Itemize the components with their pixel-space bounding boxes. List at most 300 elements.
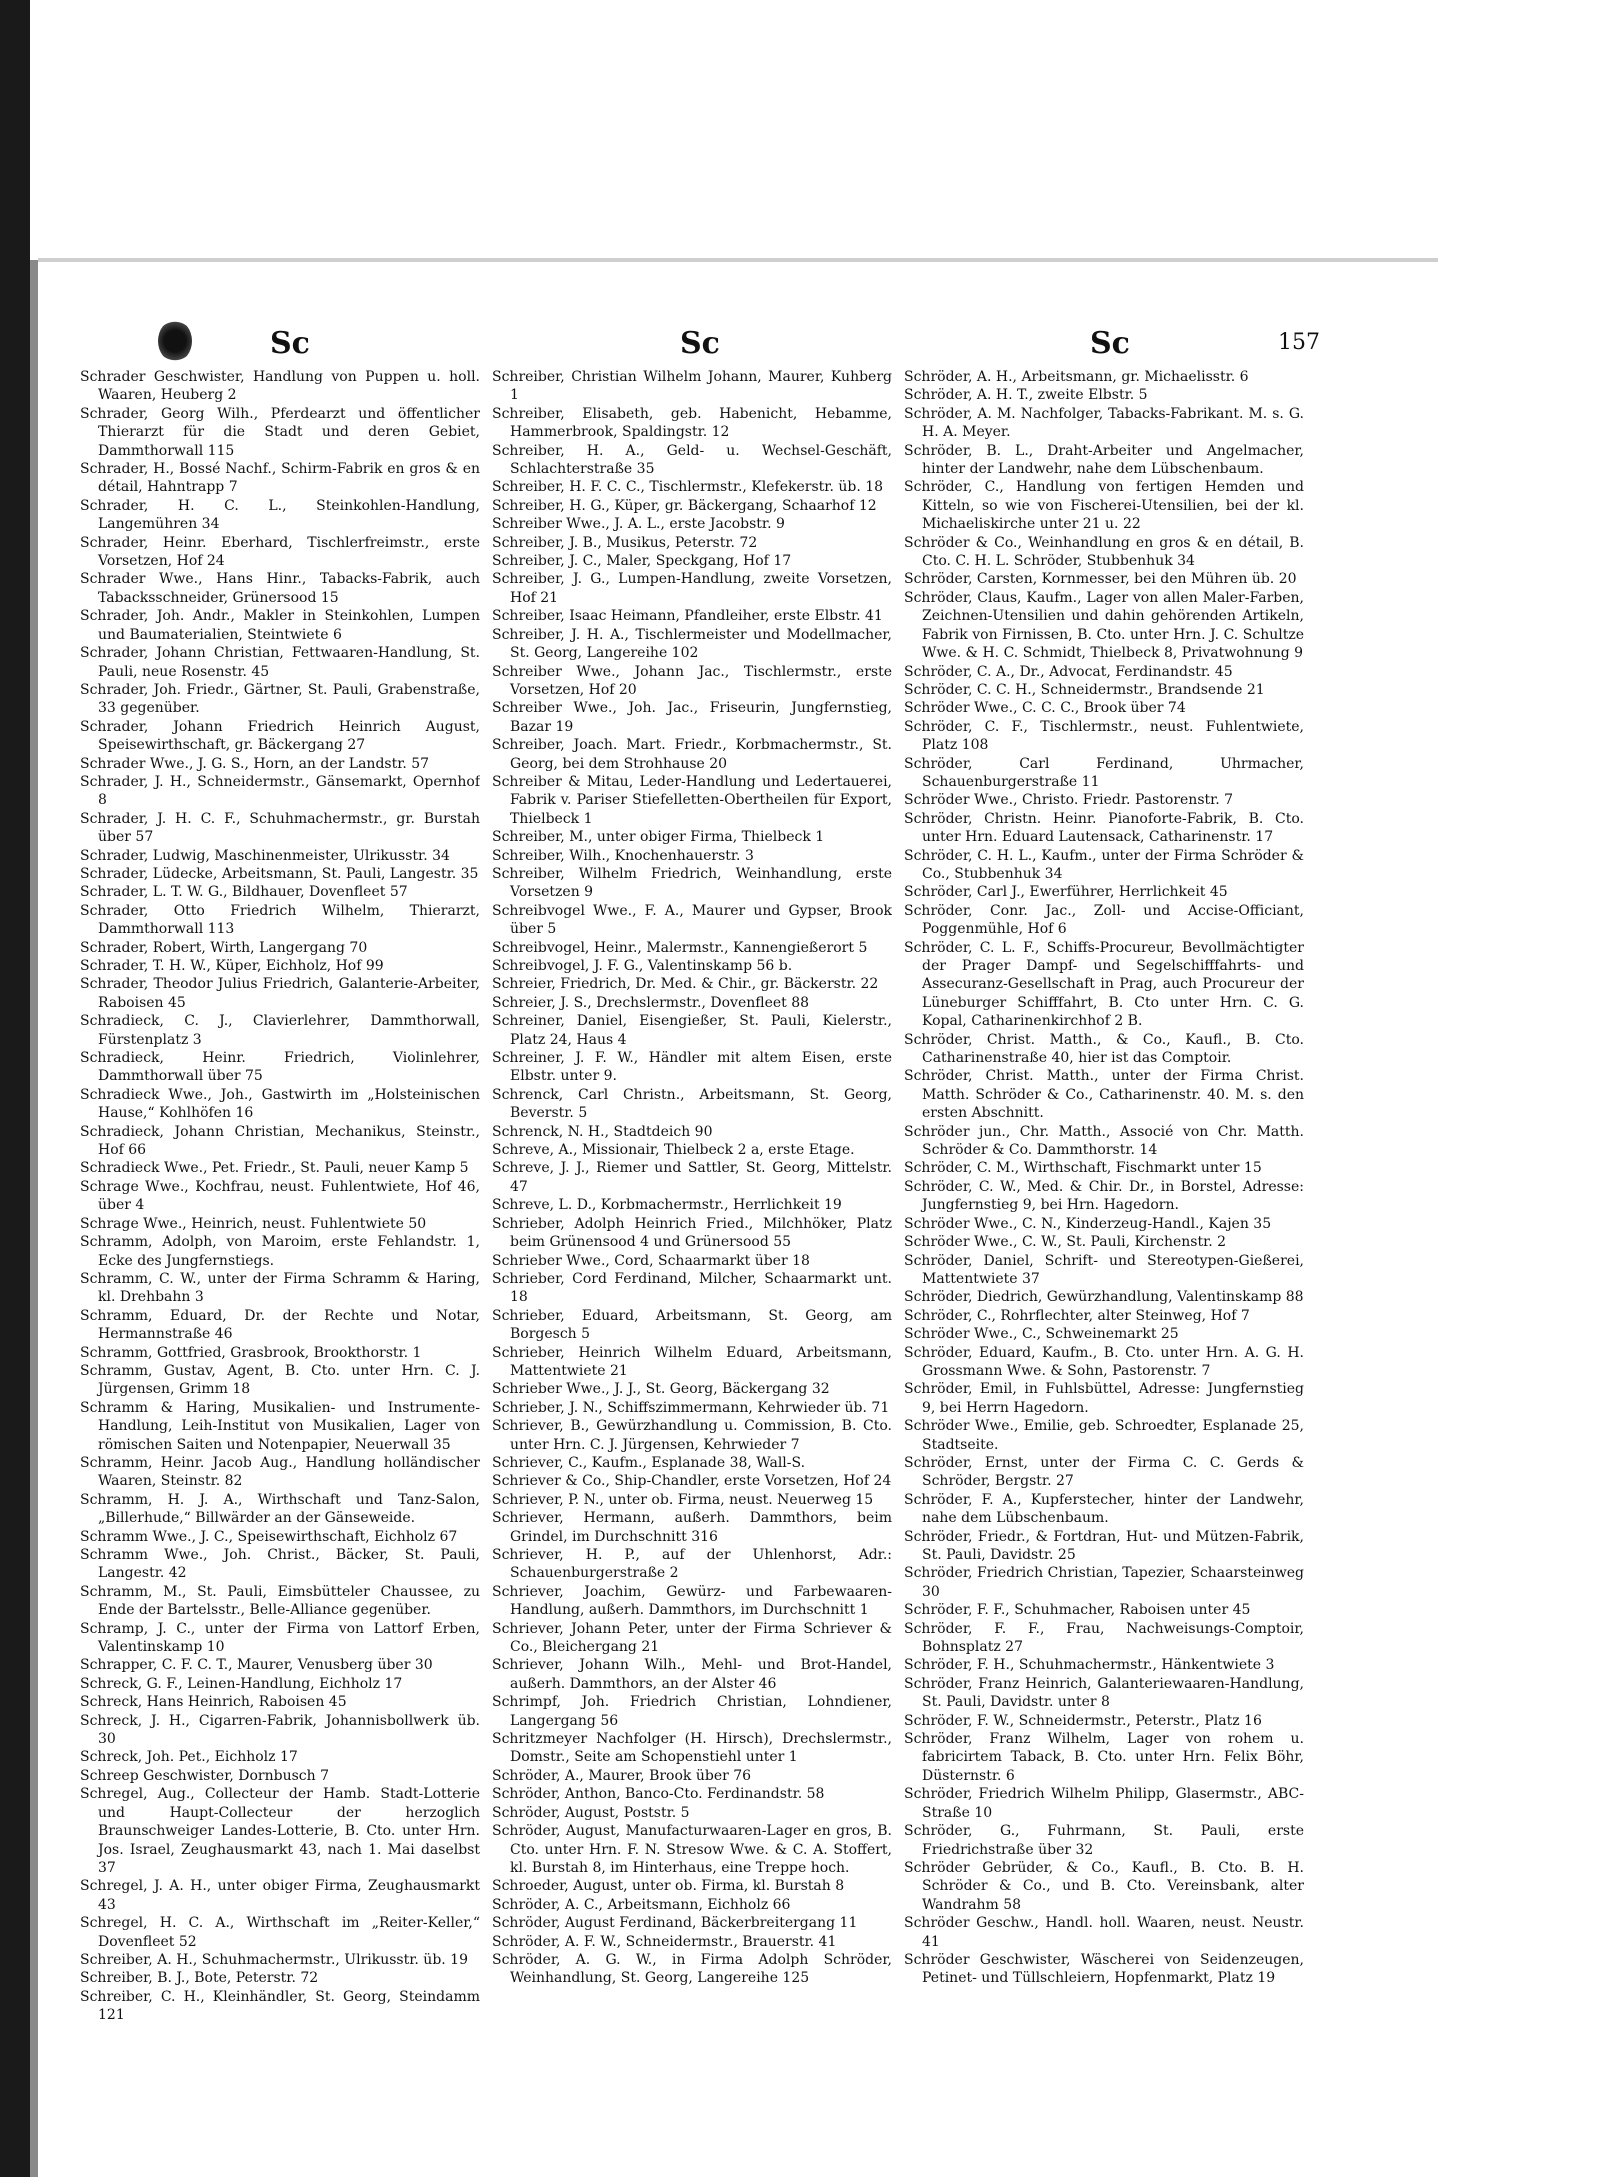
entry-text: Schroeder, August, unter ob. Firma, kl. Burstah 8	[492, 1878, 845, 1895]
entry-text: Schreier, Friedrich, Dr. Med. & Chir., gr. Bäckerstr. 22	[492, 976, 879, 993]
entry-text: Schreiner, J. F. W., Händler mit altem Eisen, erste Elbstr. unter 9.	[492, 1050, 892, 1085]
entry-text: Schreibvogel Wwe., F. A., Maurer und Gypser, Brook über 5	[492, 902, 892, 938]
entry-text: Schramm Wwe., Joh. Christ., Bäcker, St. Pauli, Langestr. 42	[80, 1547, 480, 1582]
directory-entry	[80, 1748, 480, 1766]
directory-entry	[904, 681, 1304, 699]
entry-text: Schramm, C. W., unter der Firma Schramm & Haring, kl. Drehbahn 3	[80, 1270, 480, 1306]
directory-entry	[904, 699, 1304, 717]
directory-entry	[80, 957, 480, 975]
column-1	[80, 368, 480, 2108]
directory-entry	[492, 1785, 892, 1803]
entry-text: Schrage Wwe., Heinrich, neust. Fuhlentwiete 50	[80, 1215, 427, 1232]
directory-entry	[904, 1675, 1304, 1712]
directory-entry	[904, 1454, 1304, 1491]
entry-text: Schriever, Johann Peter, unter der Firma Schriever & Co., Bleichergang 21	[492, 1620, 892, 1656]
directory-entry	[492, 736, 892, 773]
directory-entry	[904, 847, 1304, 884]
entry-text: Schrenck, N. H., Stadtdeich 90	[492, 1123, 713, 1140]
entry-text: Schreiber, Wilhelm Friedrich, Weinhandlung, erste Vorsetzen 9	[492, 865, 892, 901]
entry-text: Schröder, Diedrich, Gewürzhandlung, Valentinskamp 88	[904, 1289, 1304, 1306]
directory-entry	[904, 1288, 1304, 1306]
directory-entry	[904, 1822, 1304, 1859]
directory-entry	[80, 1399, 480, 1454]
directory-entry	[80, 570, 480, 607]
entry-text: Schrader, L. T. W. G., Bildhauer, Dovenfleet 57	[80, 884, 408, 901]
entry-text: Schriever, B., Gewürzhandlung u. Commission, B. Cto. unter Hrn. C. J. Jürgensen, Kehrwieder 7	[492, 1418, 892, 1453]
directory-entry	[492, 994, 892, 1012]
directory-entry	[904, 1233, 1304, 1251]
entry-text: Schröder Wwe., C. C. C., Brook über 74	[904, 700, 1186, 717]
entry-text: Schrieber, J. N., Schiffszimmermann, Kehrwieder üb. 71	[492, 1399, 890, 1416]
directory-entry	[492, 368, 892, 405]
entry-text: Schrapper, C. F. C. T., Maurer, Venusberg über 30	[80, 1657, 433, 1674]
entry-text: Schreibvogel, J. F. G., Valentinskamp 56 b.	[492, 958, 793, 974]
entry-text: Schröder, Emil, in Fuhlsbüttel, Adresse: Jungfernstieg 9, bei Herrn Hagedorn.	[904, 1381, 1304, 1416]
directory-entry	[492, 1307, 892, 1344]
directory-entry	[492, 1877, 892, 1895]
directory-entry	[492, 1509, 892, 1546]
entry-text: Schregel, H. C. A., Wirthschaft im „Reiter-Keller,“ Dovenfleet 52	[80, 1915, 480, 1950]
entry-text: Schrader, H. C. L., Steinkohlen-Handlung, Langemühren 34	[80, 497, 480, 533]
entry-text: Schröder, Ernst, unter der Firma C. C. Gerds & Schröder, Bergstr. 27	[904, 1454, 1304, 1490]
entry-text: Schröder jun., Chr. Matth., Associé von Chr. Matth. Schröder & Co. Dammthorstr. 14	[904, 1123, 1304, 1159]
entry-text: Schrimpf, Joh. Friedrich Christian, Lohndiener, Langergang 56	[492, 1694, 892, 1729]
entry-text: Schröder Gebrüder, & Co., Kaufl., B. Cto. B. H. Schröder & Co., und B. Cto. Vereinsbank, alter Wandrahm 58	[904, 1859, 1304, 1913]
directory-entry	[904, 1178, 1304, 1215]
entry-text: Schreiber, A. H., Schuhmachermstr., Ulrikusstr. üb. 19	[80, 1951, 468, 1968]
directory-entry	[80, 1270, 480, 1307]
directory-entry	[904, 791, 1304, 809]
entry-text: Schröder Wwe., C. N., Kinderzeug-Handl., Kajen 35	[904, 1215, 1272, 1232]
directory-entry	[80, 883, 480, 901]
entry-text: Schramm, Heinr. Jacob Aug., Handlung holländischer Waaren, Steinstr. 82	[80, 1454, 480, 1490]
directory-entry	[904, 939, 1304, 1031]
entry-text: Schreier, J. S., Drechslermstr., Dovenfleet 88	[492, 994, 810, 1011]
directory-entry	[492, 1012, 892, 1049]
entry-text: Schrader, Joh. Andr., Makler in Steinkohlen, Lumpen und Baumaterialien, Steintwiete 6	[80, 608, 480, 643]
directory-entry	[80, 865, 480, 883]
entry-text: Schröder, F. F., Frau, Nachweisungs-Comptoir, Bohnsplatz 27	[904, 1620, 1304, 1656]
entry-text: Schreiber & Mitau, Leder-Handlung und Ledertauerei, Fabrik v. Pariser Stiefelletten-Obertheilen für Export, Thielbeck 1	[492, 773, 892, 827]
directory-entry	[80, 1344, 480, 1362]
entry-text: Schröder, Daniel, Schrift- und Stereotypen-Gießerei, Mattentwiete 37	[904, 1252, 1304, 1287]
entry-text: Schramm, Adolph, von Maroim, erste Fehlandstr. 1, Ecke des Jungfernstiegs.	[80, 1234, 480, 1269]
entry-text: Schröder, C. W., Med. & Chir. Dr., in Borstel, Adresse: Jungfernstieg 9, bei Hrn. Hagedorn.	[904, 1178, 1304, 1214]
entry-text: Schrieber Wwe., Cord, Schaarmarkt über 18	[492, 1252, 810, 1269]
entry-text: Schrader, Johann Christian, Fettwaaren-Handlung, St. Pauli, neue Rosenstr. 45	[80, 645, 480, 680]
entry-text: Schradieck Wwe., Joh., Gastwirth im „Holsteinischen Hause,“ Kohlhöfen 16	[80, 1086, 480, 1122]
entry-text: Schramm & Haring, Musikalien- und Instrumente-Handlung, Leih-Institut von Musikalien, Lager von römischen Saiten und Notenpapier, Neuerwall 35	[80, 1399, 480, 1453]
directory-entry	[904, 1307, 1304, 1325]
entry-text: Schreiber, B. J., Bote, Peterstr. 72	[80, 1970, 319, 1987]
entry-text: Schröder, Christn. Heinr. Pianoforte-Fabrik, B. Cto. unter Hrn. Eduard Lautensack, Catharinenstr. 17	[904, 810, 1304, 846]
directory-entry	[492, 1804, 892, 1822]
entry-text: Schröder, Conr. Jac., Zoll- und Accise-Officiant, Poggenmühle, Hof 6	[904, 902, 1304, 938]
entry-text: Schrader, Joh. Friedr., Gärtner, St. Pauli, Grabenstraße, 33 gegenüber.	[80, 681, 480, 717]
directory-entry	[904, 883, 1304, 901]
directory-entry	[904, 1325, 1304, 1343]
entry-text: Schröder, August, Poststr. 5	[492, 1804, 690, 1821]
entry-text: Schreck, G. F., Leinen-Handlung, Eichholz 17	[80, 1675, 403, 1692]
entry-text: Schreiber Wwe., Joh. Jac., Friseurin, Jungfernstieg, Bazar 19	[492, 700, 892, 735]
directory-entry	[492, 773, 892, 828]
directory-entry	[80, 1988, 480, 2025]
directory-entry	[80, 534, 480, 571]
entry-text: Schreiner, Daniel, Eisengießer, St. Pauli, Kielerstr., Platz 24, Haus 4	[492, 1013, 892, 1048]
entry-text: Schröder, F. F., Schuhmacher, Raboisen unter 45	[904, 1602, 1251, 1619]
directory-entry	[492, 847, 892, 865]
entry-text: Schröder, C. H. L., Kaufm., unter der Firma Schröder & Co., Stubbenhuk 34	[904, 847, 1304, 882]
directory-entry	[492, 1380, 892, 1398]
scan-border-left	[0, 0, 30, 2177]
directory-entry	[80, 405, 480, 460]
directory-entry	[80, 1767, 480, 1785]
entry-text: Schrader, T. H. W., Küper, Eichholz, Hof 99	[80, 958, 384, 974]
entry-text: Schröder, C. F., Tischlermstr., neust. Fuhlentwiete, Platz 108	[904, 718, 1304, 754]
directory-entry	[492, 1822, 892, 1877]
directory-entry	[904, 1417, 1304, 1454]
entry-text: Schrader Geschwister, Handlung von Puppen u. holl. Waaren, Heuberg 2	[80, 369, 480, 404]
entry-text: Schreiber, H. F. C. C., Tischlermstr., Klefekerstr. üb. 18	[492, 479, 884, 496]
directory-entry	[904, 718, 1304, 755]
directory-entry	[904, 1380, 1304, 1417]
entry-text: Schreck, Joh. Pet., Eichholz 17	[80, 1749, 298, 1766]
directory-entry	[492, 1933, 892, 1951]
entry-text: Schreve, J. J., Riemer und Sattler, St. Georg, Mittelstr. 47	[492, 1160, 892, 1195]
page-header	[80, 326, 1320, 366]
entry-text: Schrieber, Cord Ferdinand, Milcher, Schaarmarkt unt. 18	[492, 1270, 892, 1306]
directory-entry	[904, 1215, 1304, 1233]
directory-entry	[80, 644, 480, 681]
directory-entry	[492, 626, 892, 663]
directory-entry	[80, 1528, 480, 1546]
directory-entry	[492, 663, 892, 700]
entry-text: Schreiber, C. H., Kleinhändler, St. Georg, Steindamm 121	[80, 1988, 480, 2024]
directory-entry	[492, 1270, 892, 1307]
directory-entry	[904, 442, 1304, 479]
entry-text: Schröder Geschwister, Wäscherei von Seidenzeugen, Petinet- und Tüllschleiern, Hopfenmarkt, Platz 19	[904, 1951, 1304, 1987]
directory-entry	[80, 1914, 480, 1951]
entry-text: Schrader, H., Bossé Nachf., Schirm-Fabrik en gros & en détail, Hahntrapp 7	[80, 461, 480, 496]
entry-text: Schreiber, J. H. A., Tischlermeister und Modellmacher, St. Georg, Langereihe 102	[492, 626, 892, 662]
entry-text: Schreiber, Joach. Mart. Friedr., Korbmachermstr., St. Georg, bei dem Strohhause 20	[492, 737, 892, 772]
entry-text: Schröder, Friedr., & Fortdran, Hut- und Mützen-Fabrik, St. Pauli, Davidstr. 25	[904, 1528, 1304, 1563]
directory-entry	[904, 478, 1304, 533]
entry-text: Schreiber, Christian Wilhelm Johann, Maurer, Kuhberg 1	[492, 369, 892, 404]
entry-text: Schröder Wwe., C., Schweinemarkt 25	[904, 1326, 1179, 1343]
directory-entry	[492, 975, 892, 993]
entry-text: Schröder & Co., Weinhandlung en gros & en détail, B. Cto. C. H. L. Schröder, Stubbenhuk 34	[904, 534, 1304, 570]
directory-entry	[80, 497, 480, 534]
directory-entry	[80, 847, 480, 865]
entry-text: Schreiber Wwe., J. A. L., erste Jacobstr. 9	[492, 516, 785, 533]
entry-text: Schröder, B. L., Draht-Arbeiter und Angelmacher, hinter der Landwehr, nahe dem Lübschenbaum.	[904, 442, 1304, 478]
directory-entry	[492, 1159, 892, 1196]
entry-text: Schröder, G., Fuhrmann, St. Pauli, erste Friedrichstraße über 32	[904, 1823, 1304, 1858]
directory-entry	[80, 1583, 480, 1620]
directory-entry	[904, 902, 1304, 939]
directory-entry	[80, 460, 480, 497]
entry-text: Schradieck Wwe., Pet. Friedr., St. Pauli, neuer Kamp 5	[80, 1160, 469, 1177]
entry-text: Schrenck, Carl Christn., Arbeitsmann, St. Georg, Beverstr. 5	[492, 1086, 892, 1122]
directory-entry	[492, 1417, 892, 1454]
entry-text: Schröder, Christ. Matth., & Co., Kaufl., B. Cto. Catharinenstraße 40, hier ist das Comptoir.	[904, 1031, 1304, 1067]
directory-entry	[492, 1491, 892, 1509]
entry-text: Schröder, A. G. W., in Firma Adolph Schröder, Weinhandlung, St. Georg, Langereihe 125	[492, 1951, 892, 1987]
entry-text: Schriever, H. P., auf der Uhlenhorst, Adr.: Schauenburgerstraße 2	[492, 1547, 892, 1582]
entry-text: Schrader, Heinr. Eberhard, Tischlerfreimstr., erste Vorsetzen, Hof 24	[80, 534, 480, 570]
entry-text: Schrader, J. H. C. F., Schuhmachermstr., gr. Burstah über 57	[80, 810, 480, 846]
page-number: 157	[1278, 330, 1320, 355]
directory-entry	[80, 1951, 480, 1969]
entry-text: Schreiber, J. G., Lumpen-Handlung, zweite Vorsetzen, Hof 21	[492, 571, 892, 606]
entry-text: Schrader, Theodor Julius Friedrich, Galanterie-Arbeiter, Raboisen 45	[80, 976, 480, 1011]
entry-text: Schradieck, C. J., Clavierlehrer, Dammthorwall, Fürstenplatz 3	[80, 1013, 480, 1048]
directory-entry	[492, 1454, 892, 1472]
entry-text: Schröder, Friedrich Christian, Tapezier, Schaarsteinweg 30	[904, 1565, 1304, 1600]
directory-entry	[492, 534, 892, 552]
directory-entry	[492, 1620, 892, 1657]
directory-entry	[904, 1491, 1304, 1528]
directory-entry	[80, 1362, 480, 1399]
entry-text: Schrieber, Eduard, Arbeitsmann, St. Georg, am Borgesch 5	[492, 1307, 892, 1343]
entry-text: Schröder Wwe., Christo. Friedr. Pastorenstr. 7	[904, 792, 1234, 809]
directory-entry	[492, 939, 892, 957]
entry-text: Schramm, Gustav, Agent, B. Cto. unter Hrn. C. J. Jürgensen, Grimm 18	[80, 1362, 480, 1398]
entry-text: Schrader, Robert, Wirth, Langergang 70	[80, 939, 368, 956]
entry-text: Schreibvogel, Heinr., Malermstr., Kannengießerort 5	[492, 939, 868, 956]
directory-entry	[80, 773, 480, 810]
directory-entry	[80, 607, 480, 644]
entry-text: Schröder, Carsten, Kornmesser, bei den Mühren üb. 20	[904, 571, 1297, 588]
column-1-heading: Sc	[270, 326, 310, 361]
entry-text: Schriever, Hermann, außerh. Dammthors, beim Grindel, im Durchschnitt 316	[492, 1510, 892, 1545]
directory-entry	[80, 902, 480, 939]
entry-text: Schrage Wwe., Kochfrau, neust. Fuhlentwiete, Hof 46, über 4	[80, 1178, 480, 1214]
column-3-heading: Sc	[1090, 326, 1130, 361]
entry-text: Schröder, A. C., Arbeitsmann, Eichholz 66	[492, 1896, 791, 1913]
entry-text: Schreiber, H. A., Geld- u. Wechsel-Geschäft, Schlachterstraße 35	[492, 442, 892, 478]
directory-entry	[904, 755, 1304, 792]
directory-entry	[80, 1215, 480, 1233]
directory-entry	[80, 1491, 480, 1528]
directory-entry	[492, 1086, 892, 1123]
entry-text: Schröder Wwe., C. W., St. Pauli, Kirchenstr. 2	[904, 1234, 1227, 1251]
entry-text: Schreiber, M., unter obiger Firma, Thielbeck 1	[492, 829, 825, 846]
directory-entry	[492, 1215, 892, 1252]
entry-text: Schröder, C. M., Wirthschaft, Fischmarkt unter 15	[904, 1160, 1262, 1177]
directory-entry	[904, 386, 1304, 404]
directory-entry	[904, 1730, 1304, 1785]
directory-entry	[492, 1896, 892, 1914]
directory-entry	[80, 1969, 480, 1987]
entry-text: Schramm, H. J. A., Wirthschaft und Tanz-Salon, „Billerhude,“ Billwärder an der Gänseweide.	[80, 1491, 480, 1527]
directory-entry	[492, 570, 892, 607]
directory-entry	[492, 1914, 892, 1932]
entry-text: Schreiber Wwe., Johann Jac., Tischlermstr., erste Vorsetzen, Hof 20	[492, 663, 892, 698]
entry-text: Schradieck, Johann Christian, Mechanikus, Steinstr., Hof 66	[80, 1123, 480, 1159]
directory-entry	[80, 718, 480, 755]
entry-text: Schrader Wwe., J. G. S., Horn, an der Landstr. 57	[80, 755, 430, 772]
entry-text: Schröder, Franz Wilhelm, Lager von rohem u. fabricirtem Taback, B. Cto. unter Hrn. Felix Böhr, Düsternstr. 6	[904, 1731, 1304, 1784]
entry-text: Schreiber, Isaac Heimann, Pfandleiher, erste Elbstr. 41	[492, 608, 883, 625]
entry-text: Schröder, A. H. T., zweite Elbstr. 5	[904, 387, 1148, 404]
directory-entry	[492, 1693, 892, 1730]
entry-text: Schritzmeyer Nachfolger (H. Hirsch), Drechslermstr., Domstr., Seite am Schopenstiehl unter 1	[492, 1731, 892, 1766]
entry-text: Schriever, Joachim, Gewürz- und Farbewaaren-Handlung, außerh. Dammthors, im Durchschnitt 1	[492, 1583, 892, 1619]
directory-entry	[492, 1767, 892, 1785]
directory-entry	[80, 1785, 480, 1877]
directory-entry	[492, 902, 892, 939]
directory-entry	[904, 405, 1304, 442]
entry-text: Schriever, C., Kaufm., Esplanade 38, Wall-S.	[492, 1454, 806, 1471]
entry-text: Schriever, P. N., unter ob. Firma, neust. Neuerweg 15	[492, 1491, 874, 1508]
entry-text: Schregel, Aug., Collecteur der Hamb. Stadt-Lotterie und Haupt-Collecteur der herzoglich Braunschweiger Landes-Lotterie, B. Cto. unter Hrn. Jos. Israel, Zeughausmarkt 43, nach 1. Mai daselbst 37	[80, 1786, 480, 1876]
entry-text: Schriever, Johann Wilh., Mehl- und Brot-Handel, außerh. Dammthors, an der Alster 46	[492, 1657, 892, 1692]
directory-entry	[904, 1528, 1304, 1565]
directory-entry	[492, 607, 892, 625]
directory-entry	[904, 368, 1304, 386]
column-3	[904, 368, 1304, 2108]
directory-entry	[492, 442, 892, 479]
directory-entry	[492, 478, 892, 496]
directory-entry	[492, 1546, 892, 1583]
directory-entry	[492, 1399, 892, 1417]
directory-entry	[904, 589, 1304, 663]
directory-entry	[492, 957, 892, 975]
directory-entry	[80, 1178, 480, 1215]
directory-entry	[80, 1620, 480, 1657]
entry-text: Schröder, A. M. Nachfolger, Tabacks-Fabrikant. M. s. G. H. A. Meyer.	[904, 405, 1304, 441]
entry-text: Schröder, C. C. H., Schneidermstr., Brandsende 21	[904, 681, 1265, 698]
directory-entry	[80, 1123, 480, 1160]
entry-text: Schröder, Friedrich Wilhelm Philipp, Glasermstr., ABC-Straße 10	[904, 1786, 1304, 1821]
entry-text: Schröder, Claus, Kaufm., Lager von allen Maler-Farben, Zeichnen-Utensilien und dahin gehörenden Artikeln, Fabrik von Firnissen, B. Cto. unter Hrn. J. C. Schultze Wwe. & H. C. Schmidt, Thielbeck 8, Privatwohnung 9	[904, 589, 1304, 662]
column-2-heading: Sc	[680, 326, 720, 361]
directory-entry	[80, 1233, 480, 1270]
directory-entry	[492, 552, 892, 570]
directory-entry	[80, 681, 480, 718]
entry-text: Schreiber, J. B., Musikus, Peterstr. 72	[492, 534, 758, 551]
directory-entry	[904, 1620, 1304, 1657]
directory-entry	[904, 1914, 1304, 1951]
entry-text: Schröder, C., Rohrflechter, alter Steinweg, Hof 7	[904, 1307, 1250, 1324]
directory-entry	[80, 1086, 480, 1123]
entry-text: Schreiber, Elisabeth, geb. Habenicht, Hebamme, Hammerbrook, Spaldingstr. 12	[492, 405, 892, 441]
directory-entry	[80, 810, 480, 847]
entry-text: Schröder Geschw., Handl. holl. Waaren, neust. Neustr. 41	[904, 1915, 1304, 1950]
entry-text: Schramm Wwe., J. C., Speisewirthschaft, Eichholz 67	[80, 1528, 458, 1545]
entry-text: Schrader, J. H., Schneidermstr., Gänsemarkt, Opernhof 8	[80, 773, 480, 809]
entry-text: Schradieck, Heinr. Friedrich, Violinlehrer, Dammthorwall über 75	[80, 1050, 480, 1085]
directory-entry	[492, 1583, 892, 1620]
entry-text: Schreiber, J. C., Maler, Speckgang, Hof 17	[492, 553, 792, 570]
entry-text: Schramm, M., St. Pauli, Eimsbütteler Chaussee, zu Ende der Bartelsstr., Belle-Alliance gegenüber.	[80, 1583, 480, 1619]
entry-text: Schrader, Johann Friedrich Heinrich August, Speisewirthschaft, gr. Bäckergang 27	[80, 718, 480, 754]
entry-text: Schröder, Carl Ferdinand, Uhrmacher, Schauenburgerstraße 11	[904, 755, 1304, 790]
entry-text: Schröder, August Ferdinand, Bäckerbreitergang 11	[492, 1915, 858, 1932]
entry-text: Schröder, Christ. Matth., unter der Firma Christ. Matth. Schröder & Co., Catharinenstr. 40. M. s. den ersten Abschnitt.	[904, 1068, 1304, 1122]
entry-text: Schrieber, Adolph Heinrich Fried., Milchhöker, Platz beim Grünensood 4 und Grünersood 55	[492, 1215, 892, 1251]
directory-entry	[904, 663, 1304, 681]
directory-entry	[904, 1344, 1304, 1381]
directory-entry	[904, 1951, 1304, 1988]
directory-entry	[492, 1049, 892, 1086]
directory-entry	[80, 1693, 480, 1711]
directory-entry	[80, 975, 480, 1012]
directory-entry	[492, 1656, 892, 1693]
directory-entry	[492, 1252, 892, 1270]
entry-text: Schreep Geschwister, Dornbusch 7	[80, 1767, 329, 1784]
entry-text: Schröder, A. F. W., Schneidermstr., Brauerstr. 41	[492, 1933, 837, 1950]
entry-text: Schramm, Eduard, Dr. der Rechte und Notar, Hermannstraße 46	[80, 1307, 480, 1343]
directory-entry	[904, 534, 1304, 571]
directory-entry	[492, 865, 892, 902]
directory-entry	[80, 1675, 480, 1693]
entry-text: Schröder, C., Handlung von fertigen Hemden und Kitteln, so wie von Fischerei-Utensilien, bei der kl. Michaeliskirche unter 21 u. 22	[904, 479, 1304, 533]
directory-entry	[80, 1656, 480, 1674]
entry-text: Schröder, Carl J., Ewerführer, Herrlichkeit 45	[904, 884, 1228, 901]
entry-text: Schröder, F. W., Schneidermstr., Peterstr., Platz 16	[904, 1712, 1262, 1729]
directory-entry	[80, 939, 480, 957]
directory-entry	[492, 1196, 892, 1214]
directory-entry	[904, 1859, 1304, 1914]
entry-text: Schröder, Eduard, Kaufm., B. Cto. unter Hrn. A. G. H. Grossmann Wwe. & Sohn, Pastorenstr. 7	[904, 1344, 1304, 1379]
directory-entry	[80, 755, 480, 773]
directory-entry	[904, 570, 1304, 588]
scan-border-gutter	[30, 260, 38, 2177]
entry-text: Schriever & Co., Ship-Chandler, erste Vorsetzen, Hof 24	[492, 1473, 892, 1490]
entry-text: Schröder, Franz Heinrich, Galanteriewaaren-Handlung, St. Pauli, Davidstr. unter 8	[904, 1675, 1304, 1711]
directory-entry	[492, 1951, 892, 1988]
directory-entry	[492, 1472, 892, 1490]
directory-entry	[492, 828, 892, 846]
directory-page	[80, 312, 1330, 2112]
entry-text: Schramp, J. C., unter der Firma von Lattorf Erben, Valentinskamp 10	[80, 1620, 480, 1656]
directory-entry	[80, 368, 480, 405]
directory-entry	[904, 1785, 1304, 1822]
entry-text: Schröder Wwe., Emilie, geb. Schroedter, Esplanade 25, Stadtseite.	[904, 1418, 1304, 1453]
directory-entry	[80, 1012, 480, 1049]
directory-entry	[904, 1601, 1304, 1619]
directory-entry	[492, 1344, 892, 1381]
entry-text: Schrader, Ludwig, Maschinenmeister, Ulrikusstr. 34	[80, 847, 450, 864]
entry-text: Schröder, C. L. F., Schiffs-Procureur, Bevollmächtigter der Prager Dampf- und Segelschifffahrts- und Assecuranz-Gesellschaft in Prag, auch Procureur der Lüneburger Schifffahrt, B. Cto unter Hrn. C. G. Kopal, Catharinenkirchhof 2 B.	[904, 939, 1304, 1030]
entry-text: Schrader Wwe., Hans Hinr., Tabacks-Fabrik, auch Tabacksschneider, Grünersood 15	[80, 571, 480, 606]
directory-entry	[904, 1159, 1304, 1177]
directory-entry	[904, 1712, 1304, 1730]
entry-text: Schröder, C. A., Dr., Advocat, Ferdinandstr. 45	[904, 663, 1233, 680]
directory-columns	[80, 368, 1330, 2108]
directory-entry	[80, 1159, 480, 1177]
directory-entry	[904, 1123, 1304, 1160]
entry-text: Schregel, J. A. H., unter obiger Firma, Zeughausmarkt 43	[80, 1878, 480, 1913]
entry-text: Schröder, F. H., Schuhmachermstr., Hänkentwiete 3	[904, 1657, 1275, 1674]
directory-entry	[492, 405, 892, 442]
entry-text: Schrieber Wwe., J. J., St. Georg, Bäckergang 32	[492, 1381, 830, 1398]
page-top-edge	[38, 258, 1438, 262]
directory-entry	[492, 1730, 892, 1767]
entry-text: Schröder, Anthon, Banco-Cto. Ferdinandstr. 58	[492, 1786, 825, 1803]
entry-text: Schröder, A., Maurer, Brook über 76	[492, 1767, 752, 1784]
directory-entry	[80, 1454, 480, 1491]
entry-text: Schreve, L. D., Korbmachermstr., Herrlichkeit 19	[492, 1197, 842, 1214]
entry-text: Schrieber, Heinrich Wilhelm Eduard, Arbeitsmann, Mattentwiete 21	[492, 1344, 892, 1379]
directory-entry	[904, 810, 1304, 847]
directory-entry	[80, 1307, 480, 1344]
directory-entry	[80, 1877, 480, 1914]
directory-entry	[904, 1031, 1304, 1068]
